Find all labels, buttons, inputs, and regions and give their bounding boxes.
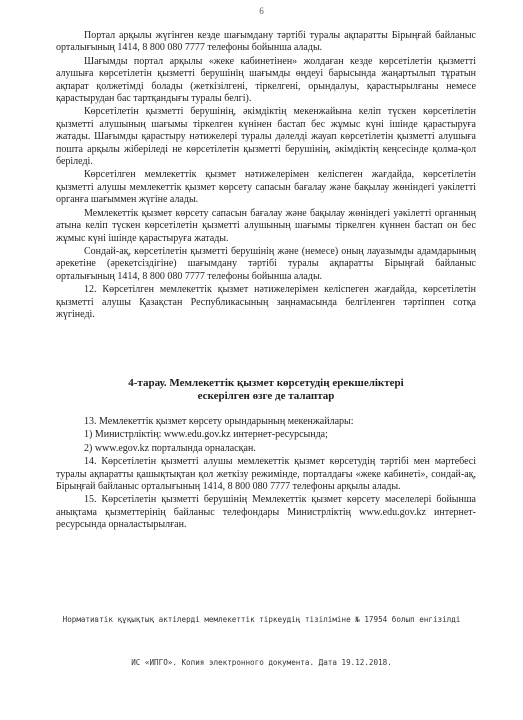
copy-footer: ИС «ИПГО». Копия электронного документа. Дата 19.12.2018. [131,658,392,667]
paragraph: 2) www.egov.kz порталында орналасқан. [84,442,256,454]
chapter-heading [56,377,476,403]
paragraph: 12. Көрсетілген мемлекеттік қызмет нәтижелерімен келіспеген жағдайда, көрсетілетін қызметті алушы Қазақстан Республикасының заңнамасында белгіленген тәртіппен сотқа жүгінеді. [56,284,476,320]
body-text-top [56,30,476,322]
paragraph: Шағымды портал арқылы «жеке кабинетінен» жолдаған кезде көрсетілетін қызметті алушыға көрсетілетін қызметті берушінің шағымды өңдеуі барысында жаңартылып тұратын ақпарат қолжетімді болады (жеткізілгені, тіркелгені, орындалуы, қарастырылғаны немесе қарастырудан бас тартқандығы туралы белгі). [56,55,476,105]
paragraph: Сондай-ақ, көрсетілетін қызметті берушінің және (немесе) оның лауазымды адамдарының әрекетіне (әрекетсіздігіне) шағымдану тәртібі туралы ақпаратты Бірыңғай байланыс орталығының 1414, 8 800 080 7777 телефоны бойынша алады. [56,245,476,282]
paragraph: Мемлекеттік қызмет көрсету сапасын бағалау және бақылау жөніндегі уәкілетті органның атына келіп түскен көрсетілетін қызметті алушының шағымы тіркелген күннен бастап он бес жұмыс күні ішінде қарастыруға жатады. [56,207,476,244]
paragraph: 14. Көрсетілетін қызметті алушы мемлекеттік қызмет көрсетудің тәртібі мен мәртебесі туралы ақпаратты қашықтықтан қол жеткізу режимінде, порталдағы «жеке кабинеті», сондай-ақ, Бірыңғай байланыс орталығының 1414, 8 800 080 7777 телефоны арқылы алады. [56,456,476,493]
paragraph: Портал арқылы жүгінген кезде шағымдану тәртібі туралы ақпаратты Бірыңғай байланыс орталығының 1414, 8 800 080 7777 телефоны бойынша алады. [56,30,476,54]
body-text-bottom [56,416,476,533]
page-number: 6 [259,6,264,16]
chapter-title-line-1: 4-тарау. Мемлекеттік қызмет көрсетудің ерекшеліктері [128,377,404,389]
paragraph: Көрсетілетін қызметті берушінің, әкімдіктің мекенжайына келіп түскен көрсетілетін қызметті алушының шағымы тіркелген күнінен бастап бес жұмыс күні ішінде қарастыруға жатады. Шағымды қарастыру нәтижелері туралы дәлелді жауап көрсетілетін қызметті алушыға пошта арқылы жіберіледі не көрсетілетін қызметті берушінің, әкімдіктің кеңсесінде қолма-қол беріледі. [56,106,476,168]
paragraph: 1) Министрліктің: www.edu.gov.kz интернет-ресурсында; [84,429,328,441]
paragraph: Көрсетілген мемлекеттік қызмет нәтижелерімен келіспеген жағдайда, көрсетілетін қызметті алушы мемлекеттік қызмет көрсету сапасын бағалау және бақылау жөніндегі уәкілетті органға шағыммен жүгіне алады. [56,169,476,206]
chapter-title-line-2: ескерілген өзге де талаптар [197,390,335,402]
paragraph: 15. Көрсетілетін қызметті берушінің Мемлекеттік қызмет көрсету мәселелері бойынша анықтама қызметтерінің байланыс телефондары Министрліктің www.edu.gov.kz интернет-ресурсында орналастырылған. [56,494,476,531]
paragraph: 13. Мемлекеттік қызмет көрсету орындарының мекенжайлары: [84,416,354,427]
registry-footer: Нормативтік құқықтық актілерді мемлекеттік тіркеудің тізіліміне № 17954 болып енгізілді [62,615,461,624]
